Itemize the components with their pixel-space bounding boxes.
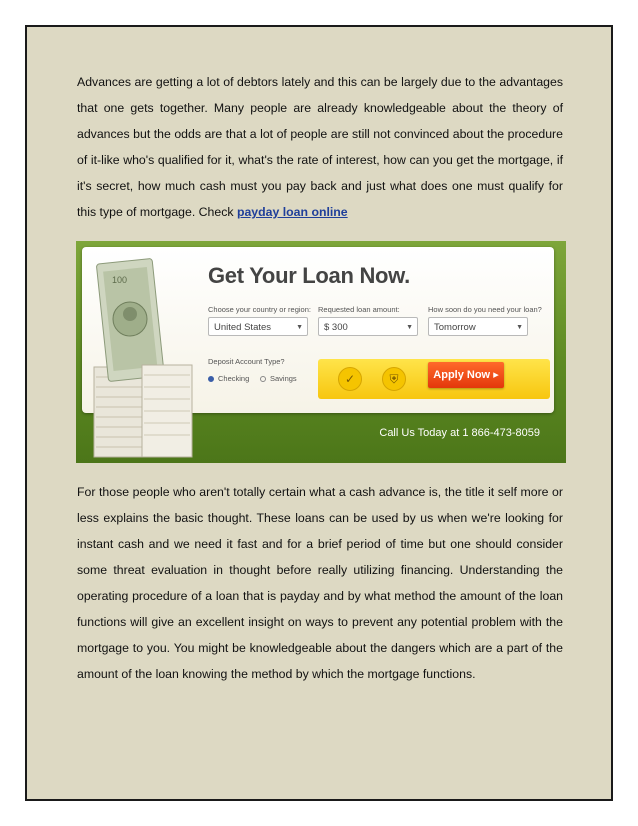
country-label: Choose your country or region: bbox=[208, 305, 311, 314]
radio-unselected-icon bbox=[260, 376, 266, 382]
deposit-radio-checking[interactable] bbox=[208, 374, 249, 383]
call-us-text: Call Us Today at 1 866-473-8059 bbox=[379, 427, 540, 439]
document-page bbox=[25, 25, 613, 801]
when-select[interactable] bbox=[428, 317, 528, 336]
when-label: How soon do you need your loan? bbox=[428, 305, 542, 314]
checkmark-badge-icon: ✓ bbox=[338, 367, 362, 391]
country-value: United States bbox=[214, 322, 272, 333]
payday-loan-online-link[interactable]: payday loan online bbox=[236, 205, 348, 219]
shield-badge-icon: ⛨ bbox=[382, 367, 406, 391]
paragraph-intro bbox=[77, 69, 563, 225]
apply-now-label: Apply Now bbox=[433, 369, 491, 381]
deposit-radio-savings[interactable] bbox=[260, 374, 297, 383]
chevron-down-icon: ▼ bbox=[296, 324, 303, 331]
country-select[interactable] bbox=[208, 317, 308, 336]
chevron-down-icon: ▼ bbox=[406, 324, 413, 331]
paragraph-explanation: For those people who aren't totally certain what a cash advance is, the title it self more or less explains the basic thought. These loans can be used by us when we're looking for instant cash and we need it fast and for a brief period of time but one should consider some threat evaluation in thought before really utilizing financing. Understanding the operating procedure of a loan that is payday and by what method the amount of the loan functions will give an excellent insight on ways to prevent any potential problem with the mortgage to you. You might be knowledgeable about the dangers which are a part of the amount of the loan knowing the method by which the mortgage functions. bbox=[77, 485, 563, 681]
apply-now-button[interactable] bbox=[428, 362, 504, 388]
amount-select[interactable] bbox=[318, 317, 418, 336]
banner-title: Get Your Loan Now. bbox=[208, 263, 410, 288]
amount-label: Requested loan amount: bbox=[318, 305, 400, 314]
when-value: Tomorrow bbox=[434, 322, 476, 333]
deposit-label: Deposit Account Type? bbox=[208, 357, 285, 366]
paragraph-intro-text: Advances are getting a lot of debtors lately and this can be largely due to the advantages that one gets together. Many people are already knowledgeable about the theory of advances but the odds are that a lot of people are still not convinced about the procedure of it-like who's qualified for it, what's the rate of interest, how can you get the mortgage, if it's secret, how much cash must you pay back and just what does one must qualify for this type of mortgage. Check bbox=[77, 75, 563, 219]
deposit-checking-label: Checking bbox=[218, 374, 250, 383]
amount-value: $ 300 bbox=[324, 322, 348, 333]
arrow-right-icon: ▸ bbox=[493, 369, 499, 381]
deposit-savings-label: Savings bbox=[270, 374, 297, 383]
loan-banner-image bbox=[76, 241, 566, 463]
svg-text:100: 100 bbox=[112, 275, 128, 285]
radio-selected-icon bbox=[208, 376, 214, 382]
chevron-down-icon: ▼ bbox=[516, 324, 523, 331]
cash-stack-icon bbox=[82, 247, 200, 459]
